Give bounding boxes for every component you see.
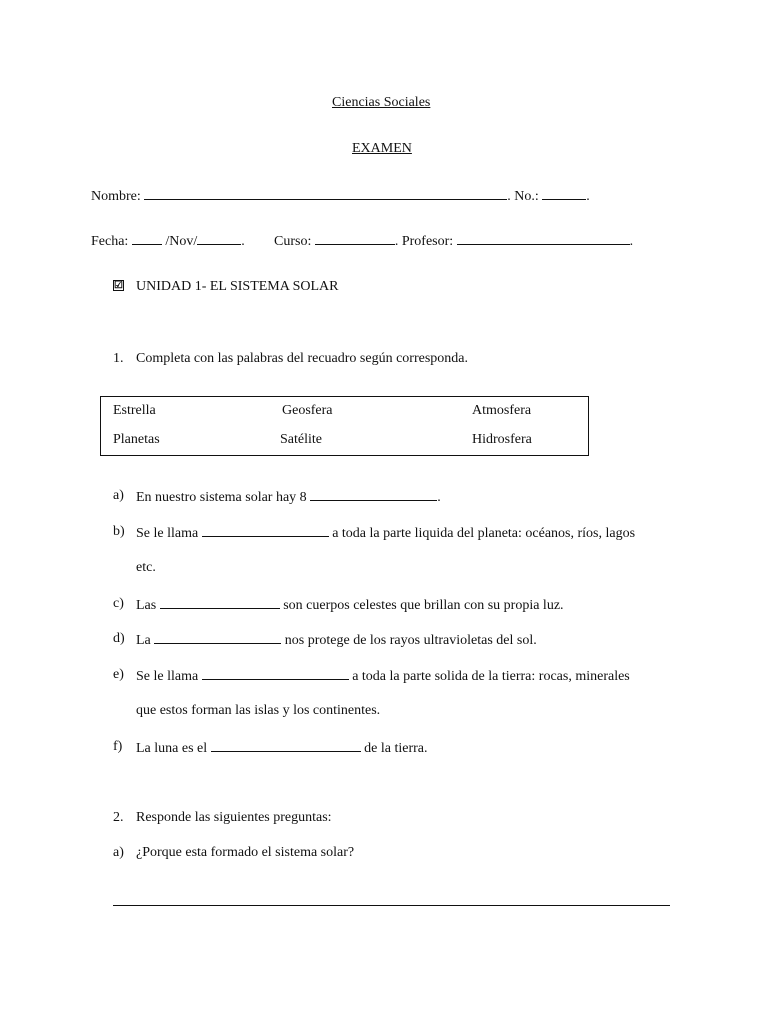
q1c-letter: c) [113, 596, 124, 611]
q1d-after: nos protege de los rayos ultravioletas del sol. [284, 633, 537, 648]
q1c-after: son cuerpos celestes que brillan con su propia luz. [283, 598, 564, 613]
q1b-after: a toda la parte liquida del planeta: océanos, ríos, lagos [332, 526, 636, 541]
q1b-continuation: etc. [136, 560, 156, 575]
q1e-blank[interactable] [202, 667, 349, 680]
q2-number: 2. [113, 810, 124, 825]
q1d-blank[interactable] [154, 631, 281, 644]
q1-number: 1. [113, 351, 124, 366]
q1e-after: a toda la parte solida de la tierra: rocas, minerales [352, 669, 630, 684]
q2a-answer-line[interactable] [113, 905, 670, 906]
checked-box-icon: ☑ [114, 280, 123, 291]
number-field[interactable] [542, 187, 586, 200]
nombre-field[interactable] [144, 187, 507, 200]
no-period: . [586, 189, 590, 204]
word-box-word: Geosfera [282, 403, 333, 418]
q1e-before: Se le llama [136, 669, 199, 684]
month-text: /Nov/ [165, 234, 198, 249]
q1b-before: Se le llama [136, 526, 199, 541]
year-field[interactable] [197, 232, 241, 245]
day-field[interactable] [132, 232, 162, 245]
profesor-period: . [629, 234, 634, 249]
q1-prompt: Completa con las palabras del recuadro según corresponda. [136, 351, 468, 366]
q1c-blank[interactable] [160, 596, 280, 609]
word-box-word: Hidrosfera [472, 432, 532, 447]
q1a-after: . [437, 490, 441, 505]
no-label: . No.: [507, 189, 539, 204]
q1a-letter: a) [113, 488, 124, 503]
q1d-before: La [136, 633, 151, 648]
q2-prompt: Responde las siguientes preguntas: [136, 810, 332, 825]
q1b-sentence [136, 524, 635, 542]
fecha-row [91, 232, 245, 250]
q1b-blank[interactable] [202, 524, 329, 537]
q1d-sentence [136, 631, 537, 649]
curso-label: Curso: [274, 234, 312, 249]
profesor-label: . Profesor: [394, 234, 454, 249]
q1e-letter: e) [113, 667, 124, 682]
nombre-row [91, 187, 590, 205]
word-box-word: Planetas [113, 432, 160, 447]
subject-title: Ciencias Sociales [332, 95, 431, 110]
q2a-letter: a) [113, 845, 124, 860]
q1b-letter: b) [113, 524, 125, 539]
curso-field[interactable] [315, 232, 395, 245]
q1d-letter: d) [113, 631, 125, 646]
word-box-word: Atmosfera [472, 403, 532, 418]
q1c-before: Las [136, 598, 157, 613]
profesor-field[interactable] [457, 232, 630, 245]
q1a-sentence [136, 488, 441, 506]
exam-title: EXAMEN [352, 141, 412, 156]
q1f-letter: f) [113, 739, 123, 754]
q1f-blank[interactable] [211, 739, 361, 752]
fecha-label: Fecha: [91, 234, 129, 249]
unit-title: UNIDAD 1- EL SISTEMA SOLAR [136, 279, 339, 294]
q1c-sentence [136, 596, 564, 614]
q1f-after: de la tierra. [364, 741, 428, 756]
q2a-text: ¿Porque esta formado el sistema solar? [136, 845, 355, 860]
q1f-sentence [136, 739, 428, 757]
word-box-word: Satélite [280, 432, 322, 447]
q1f-before: La luna es el [136, 741, 208, 756]
q1e-continuation: que estos forman las islas y los continentes. [136, 703, 381, 718]
curso-profesor-row [274, 232, 633, 250]
q1a-before: En nuestro sistema solar hay 8 [136, 490, 307, 505]
q1e-sentence [136, 667, 630, 685]
word-box-word: Estrella [113, 403, 156, 418]
fecha-period: . [241, 234, 245, 249]
nombre-label: Nombre: [91, 189, 141, 204]
q1a-blank[interactable] [310, 488, 437, 501]
